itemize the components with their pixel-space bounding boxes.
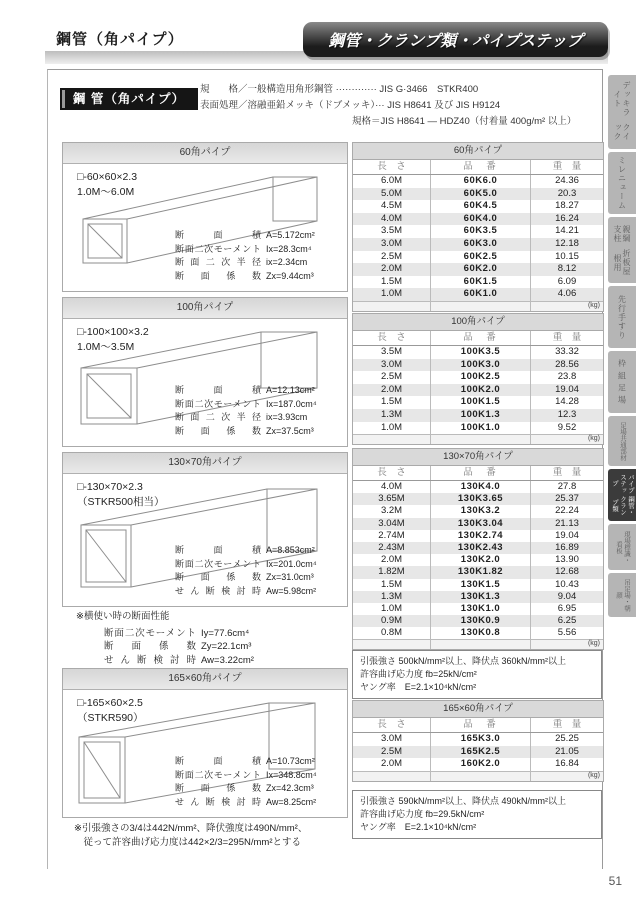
tab-frame-scaffold: 枠 組 足 場: [608, 351, 636, 413]
table-row: 2.5M 100K2.5 23.8: [353, 371, 603, 384]
table-row: 3.5M 100K3.5 33.32: [353, 346, 603, 359]
horizontal-use-note: [76, 610, 273, 667]
table-row: 4.0M 60K4.0 16.24: [353, 213, 603, 226]
table-row: 1.3M 100K1.3 12.3: [353, 409, 603, 422]
section-properties: [175, 384, 338, 438]
spec-row: せん断検討時 Aw=8.25cm²: [175, 796, 317, 807]
spec-row: 断 面 係 数 Zx=31.0cm³: [175, 572, 314, 582]
spec-row: 断 面 係 数 Zx=37.5cm³: [175, 425, 314, 436]
table-row: 1.5M 100K1.5 14.28: [353, 396, 603, 409]
table-title: 100角パイプ: [353, 314, 603, 331]
page-title: 鋼管（角パイプ）: [56, 31, 184, 48]
table-row: 4.5M 60K4.5 18.27: [353, 200, 603, 213]
size-table-130x70: [352, 448, 604, 650]
standard-spec-block: [200, 82, 600, 130]
spec-row: 断 面 係 数 Zy=22.1cm³: [104, 641, 252, 652]
tensile-footnote: ※引張強さの3/4は442N/mm²、降伏強度は490N/mm²、 従って許容曲げ応力度は442×2/3=295N/mm²とする: [74, 823, 308, 848]
table-header: 長 さ 品 番 重 量: [353, 160, 603, 175]
table-row: 1.3M 130K1.3 9.04: [353, 591, 603, 603]
dimension-label: □-60×60×2.3 1.0M～6.0M: [77, 171, 138, 198]
table-header: 長 さ 品 番 重 量: [353, 466, 603, 481]
dimension-label: □-130×70×2.3 （STKR500相当）: [77, 481, 165, 508]
tab-signs: 現場標識・看板: [608, 524, 636, 570]
product-box-60: [62, 142, 348, 292]
tab-roof-lifeline-post: 折板屋根用 親綱支柱: [608, 217, 636, 283]
page-number: 51: [608, 874, 622, 888]
product-box-title: 60角パイプ: [63, 143, 347, 164]
size-table-165x60: [352, 700, 604, 782]
note-title: ※横使い時の断面性能: [76, 611, 170, 622]
product-box-100: [62, 297, 348, 447]
table-row: 2.0M 160K2.0 16.84: [353, 758, 603, 771]
spec-row: せん断検討時 Aw=5.98cm²: [175, 585, 317, 596]
spec-line: 表面処理／溶融亜鉛メッキ（ドブメッキ）··· JIS H8641 及び JIS H9124: [200, 100, 501, 111]
spec-row: 断 面 積 A=5.172cm²: [175, 230, 315, 240]
spec-row: 断 面 積 A=8.853cm²: [175, 545, 315, 555]
dimension-label: □-165×60×2.5 （STKR590）: [77, 697, 144, 724]
table-row: 2.0M 60K2.0 8.12: [353, 263, 603, 276]
material-note-stkr590: 引張強さ 590kN/mm²以上、降伏点 490kN/mm²以上 許容曲げ応力度 fb=29.5kN/cm² ヤング率 E=2.1×10⁴kN/cm²: [352, 790, 602, 839]
size-table-60: [352, 142, 604, 312]
table-row: 1.0M 100K1.0 9.52: [353, 422, 603, 435]
spec-row: 断 面 係 数 Zx=9.44cm³: [175, 270, 314, 281]
table-row: 3.0M 165K3.0 25.25: [353, 733, 603, 746]
table-row: 1.0M 60K1.0 4.06: [353, 288, 603, 301]
table-row: 2.43M 130K2.43 16.89: [353, 542, 603, 554]
tab-common-parts: 足場共通部材: [608, 416, 636, 466]
table-row: 3.2M 130K3.2 22.24: [353, 505, 603, 517]
table-row: 2.0M 100K2.0 19.04: [353, 384, 603, 397]
spec-row: 断 面 係 数 Zx=42.3cm³: [175, 783, 314, 793]
tab-advance-handrail: 先行手すり: [608, 286, 636, 348]
product-box-title: 165×60角パイプ: [63, 669, 347, 690]
size-table-100: [352, 313, 604, 445]
table-header: 長 さ 品 番 重 量: [353, 718, 603, 733]
table-title: 130×70角パイプ: [353, 449, 603, 466]
spec-row: 断面二次半径 ix=2.34cm: [175, 257, 308, 267]
table-row: 1.5M 60K1.5 6.09: [353, 276, 603, 289]
product-box-130x70: [62, 452, 348, 607]
spec-row: 断面二次半径 ix=3.93cm: [175, 412, 308, 422]
table-row: 2.0M 130K2.0 13.90: [353, 554, 603, 566]
table-row: 5.0M 60K5.0 20.3: [353, 188, 603, 201]
section-properties: [175, 755, 338, 809]
table-row: 2.5M 165K2.5 21.05: [353, 746, 603, 759]
table-header: 長 さ 品 番 重 量: [353, 331, 603, 346]
table-unit-row: (kg): [353, 301, 603, 311]
product-box-title: 100角パイプ: [63, 298, 347, 319]
index-tab-strip: [606, 75, 636, 620]
category-banner: [303, 22, 608, 57]
table-row: 3.04M 130K3.04 21.13: [353, 518, 603, 530]
material-note-stkr500: 引張強さ 500kN/mm²以上、降伏点 360kN/mm²以上 許容曲げ応力度 fb=25kN/cm² ヤング率 E=2.1×10⁴kN/cm²: [352, 650, 602, 699]
tab-pipe-clamp-active: 鋼管・クランプ類 パイプステップ: [608, 469, 636, 521]
spec-row: 断面二次モーメント Ix=187.0cm⁴: [175, 398, 317, 409]
product-box-title: 130×70角パイプ: [63, 453, 347, 474]
spec-row: せん断検討時 Aw=3.22cm²: [104, 654, 254, 666]
tab-quick-deck-light: クイック デッキライト: [608, 75, 636, 149]
table-row: 2.74M 130K2.74 19.04: [353, 530, 603, 542]
table-row: 1.0M 130K1.0 6.95: [353, 603, 603, 615]
table-row: 6.0M 60K6.0 24.36: [353, 175, 603, 188]
product-box-165x60: [62, 668, 348, 818]
table-row: 1.5M 130K1.5 10.43: [353, 579, 603, 591]
category-banner-label: 鋼管・クランプ類・パイプステップ: [328, 33, 583, 50]
table-row: 3.65M 130K3.65 25.37: [353, 493, 603, 505]
table-row: 3.0M 100K3.0 28.56: [353, 359, 603, 372]
tab-millennium: ミレニューム: [608, 152, 636, 214]
spec-line: 規格＝JIS H8641 — HDZ40（付着量 400g/m² 以上）: [352, 116, 577, 127]
tab-hanging-scaffold: 吊足場・朝顔: [608, 573, 636, 617]
table-row: 3.0M 60K3.0 12.18: [353, 238, 603, 251]
dimension-label: □-100×100×3.2 1.0M～3.5M: [77, 326, 149, 353]
spec-row: 断面二次モーメント Ix=201.0cm⁴: [175, 558, 317, 569]
spec-row: 断面二次モーメント Ix=348.8cm⁴: [175, 769, 317, 780]
spec-line: 規 格／一般構造用角形鋼管 ············· JIS G·3466 STKR400: [200, 84, 479, 95]
spec-row: 断 面 積 A=10.73cm²: [175, 756, 315, 766]
table-unit-row: (kg): [353, 434, 603, 444]
table-unit-row: (kg): [353, 639, 603, 649]
spec-row: 断面二次モーメント Ix=28.3cm⁴: [175, 243, 312, 254]
table-row: 1.82M 130K1.82 12.68: [353, 566, 603, 578]
section-heading: 鋼 管（角パイプ）: [60, 88, 198, 110]
section-properties: [175, 544, 338, 598]
table-row: 3.5M 60K3.5 14.21: [353, 225, 603, 238]
spec-row: 断面二次モーメント Iy=77.6cm⁴: [104, 627, 250, 639]
section-properties: [175, 229, 338, 283]
table-unit-row: (kg): [353, 771, 603, 781]
spec-row: 断 面 積 A=12.13cm²: [175, 385, 315, 395]
table-row: 2.5M 60K2.5 10.15: [353, 251, 603, 264]
table-row: 0.8M 130K0.8 5.56: [353, 627, 603, 639]
table-title: 60角パイプ: [353, 143, 603, 160]
table-row: 4.0M 130K4.0 27.8: [353, 481, 603, 493]
table-row: 0.9M 130K0.9 6.25: [353, 615, 603, 627]
table-title: 165×60角パイプ: [353, 701, 603, 718]
